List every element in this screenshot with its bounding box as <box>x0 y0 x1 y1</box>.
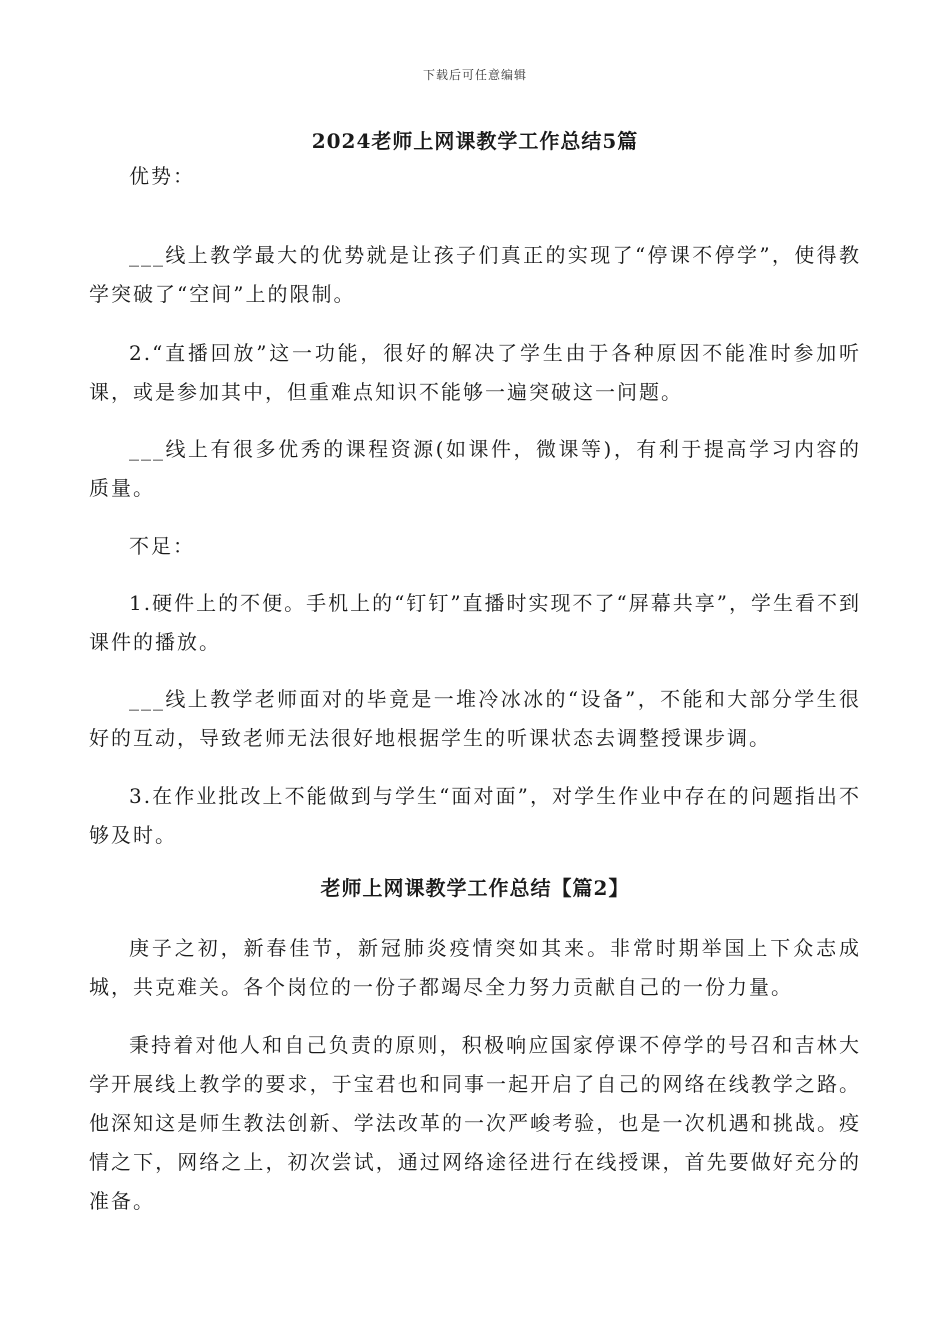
paragraph-advantage-1: ___线上教学最大的优势就是让孩子们真正的实现了“停课不停学”，使得教学突破了“空间”上的限制。 <box>89 243 861 306</box>
section-2-title: 老师上网课教学工作总结【篇2】 <box>320 876 630 900</box>
paragraph-advantage-2: 2.“直播回放”这一功能，很好的解决了学生由于各种原因不能准时参加听课，或是参加其中，但重难点知识不能够一遍突破这一问题。 <box>89 341 861 404</box>
paragraph-advantage-3: ___线上有很多优秀的课程资源(如课件，微课等)，有利于提高学习内容的质量。 <box>89 437 861 500</box>
header-note: 下载后可任意编辑 <box>422 68 527 82</box>
paragraph-shortcomings-heading: 不足： <box>129 534 195 558</box>
paragraph-section2-1: 庚子之初，新春佳节，新冠肺炎疫情突如其来。非常时期举国上下众志成城，共克难关。各个岗位的一份子都竭尽全力努力贡献自己的一份力量。 <box>89 936 861 999</box>
paragraph-section2-2: 秉持着对他人和自己负责的原则，积极响应国家停课不停学的号召和吉林大学开展线上教学的要求，于宝君也和同事一起开启了自己的网络在线教学之路。他深知这是师生教法创新、学法改革的一次严峻考验，也是一次机遇和挑战。疫情之下，网络之上，初次尝试，通过网络途径进行在线授课，首先要做好充分的准备。 <box>89 1033 861 1213</box>
paragraph-shortcoming-3: 3.在作业批改上不能做到与学生“面对面”，对学生作业中存在的问题指出不够及时。 <box>89 784 861 847</box>
paragraph-shortcoming-1: 1.硬件上的不便。手机上的“钉钉”直播时实现不了“屏幕共享”，学生看不到课件的播放。 <box>89 591 861 654</box>
paragraph-advantages-heading: 优势： <box>129 164 195 188</box>
paragraph-shortcoming-2: ___线上教学老师面对的毕竟是一堆冷冰冰的“设备”，不能和大部分学生很好的互动，导致老师无法很好地根据学生的听课状态去调整授课步调。 <box>89 687 861 750</box>
document-title: 2024老师上网课教学工作总结5篇 <box>311 129 639 153</box>
